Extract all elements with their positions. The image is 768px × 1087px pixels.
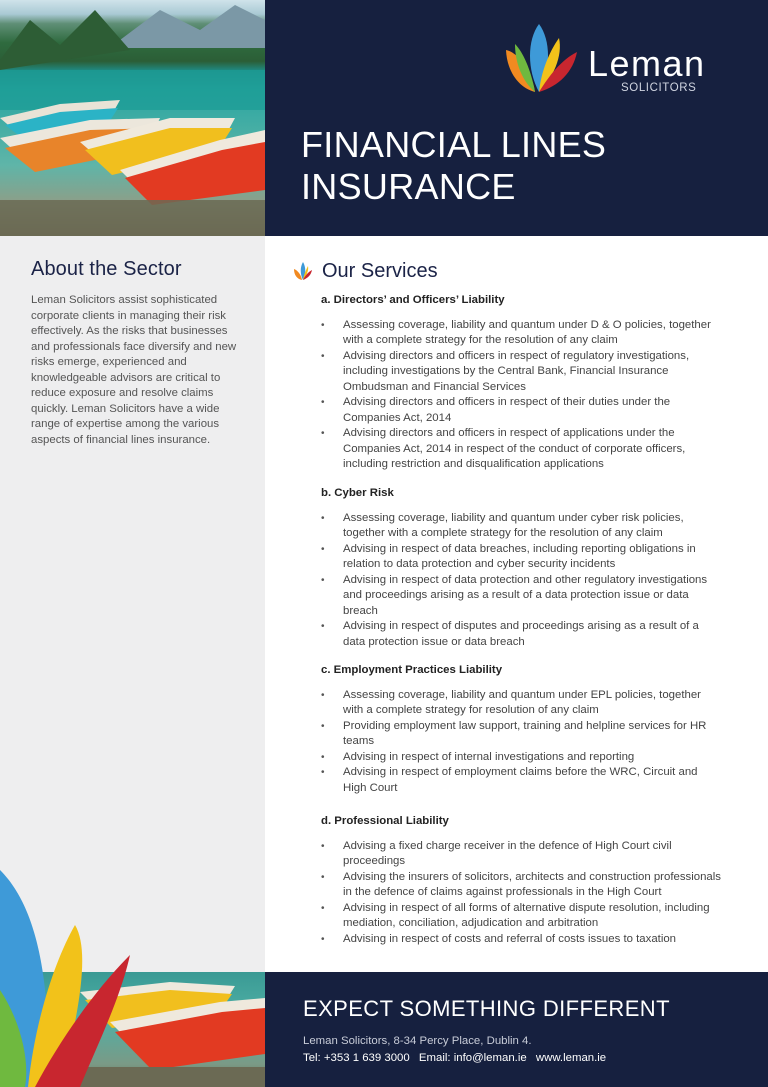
service-section-cyber-risk <box>321 486 723 650</box>
services-header <box>293 258 723 284</box>
footer-address: Leman Solicitors, 8-34 Percy Place, Dublin 4. <box>303 1035 532 1047</box>
list-item: • Advising in respect of employment claims before the WRC, Circuit and High Court <box>321 765 723 796</box>
service-section-professional-liability <box>321 814 723 947</box>
services-heading: Our Services <box>322 259 438 282</box>
list-item: • Advising in respect of internal investigations and reporting <box>321 750 723 766</box>
list-item: • Advising in respect of data protection and other regulatory investigations and proceedings arising as a result of a data protection issue or data breach <box>321 573 723 620</box>
footer-tel: Tel: +353 1 639 3000 <box>303 1052 410 1064</box>
section-title: d. Professional Liability <box>321 815 449 827</box>
bullet-list <box>321 318 723 473</box>
service-section-employment-practices <box>321 663 723 796</box>
bullet-list <box>321 688 723 797</box>
hero-photo-boats <box>0 0 265 236</box>
list-item: • Advising directors and officers in respect of regulatory investigations, including investigations by the Central Bank, Financial Insurance Ombudsman and Financial Services <box>321 349 723 396</box>
list-item: • Assessing coverage, liability and quantum under EPL policies, together with a complete strategy for resolution of any claim <box>321 688 723 719</box>
list-item: • Advising the insurers of solicitors, architects and construction professionals in the defence of claims against professionals in the High Court <box>321 870 723 901</box>
list-item: • Advising in respect of costs and referral of costs issues to taxation <box>321 932 723 948</box>
list-item: • Advising in respect of disputes and proceedings arising as a result of a data protection issue or data breach <box>321 619 723 650</box>
list-item: • Assessing coverage, liability and quantum under cyber risk policies, together with a complete strategy for the resolution of any claim <box>321 511 723 542</box>
service-section-directors-officers <box>321 293 723 473</box>
footer-contact <box>303 1052 612 1064</box>
bullet-list <box>321 511 723 651</box>
list-item: • Advising directors and officers in respect of their duties under the Companies Act, 2014 <box>321 395 723 426</box>
brand-name: Leman <box>588 43 706 84</box>
list-item: • Providing employment law support, training and helpline services for HR teams <box>321 719 723 750</box>
leman-leaf-icon <box>293 262 313 280</box>
list-item: • Advising directors and officers in respect of applications under the Companies Act, 2014 in respect of the conduct of corporate officers, including restriction and disqualification applications <box>321 426 723 473</box>
page-title <box>301 124 741 208</box>
footer-website-link[interactable]: www.leman.ie <box>535 1052 607 1064</box>
title-line-2: INSURANCE <box>301 166 516 207</box>
about-sector <box>31 258 241 448</box>
list-item: • Advising in respect of data breaches, including reporting obligations in relation to data protection and cyber security incidents <box>321 542 723 573</box>
footer-email-link[interactable]: Email: info@leman.ie <box>418 1052 527 1064</box>
title-line-1: FINANCIAL LINES <box>301 124 607 165</box>
leman-logo-icon <box>501 22 581 96</box>
list-item: • Advising a fixed charge receiver in the defence of High Court civil proceedings <box>321 839 723 870</box>
about-heading: About the Sector <box>31 258 182 280</box>
footer-banner <box>265 972 768 1087</box>
bullet-list <box>321 839 723 948</box>
services <box>293 258 723 945</box>
list-item: • Advising in respect of all forms of alternative dispute resolution, including mediation, conciliation, adjudication and arbitration <box>321 901 723 932</box>
brand-sub: SOLICITORS <box>621 82 697 94</box>
left-column <box>0 0 265 1087</box>
about-body: Leman Solicitors assist sophisticated corporate clients in managing their risk effectively. As the risks that businesses and professionals face diversify and new risks emerge, experienced and knowledgeable advisors are critical to reduce exposure and resolve claims quickly. Leman Solicitors have a wide range of expertise among the various aspects of financial lines insurance. <box>31 294 237 446</box>
list-item: • Assessing coverage, liability and quantum under D & O policies, together with a complete strategy for the resolution of any claim <box>321 318 723 349</box>
footer-tagline: EXPECT SOMETHING DIFFERENT <box>303 996 670 1021</box>
header-banner <box>265 0 768 236</box>
decorative-petals-icon <box>0 860 140 1087</box>
section-title: a. Directors’ and Officers’ Liability <box>321 294 505 306</box>
section-title: b. Cyber Risk <box>321 487 394 499</box>
section-title: c. Employment Practices Liability <box>321 664 503 676</box>
